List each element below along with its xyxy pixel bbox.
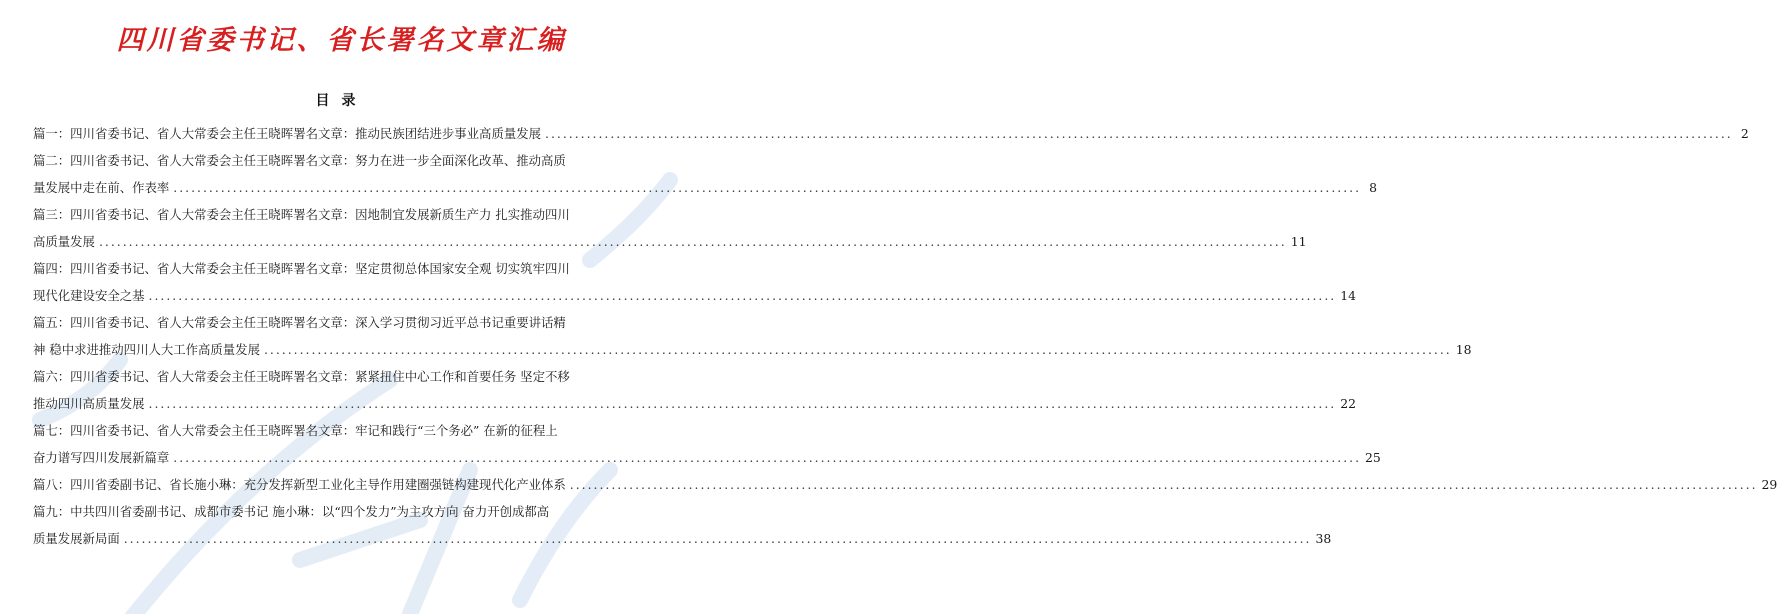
toc-entry[interactable] bbox=[33, 201, 1307, 255]
toc-page-number: 11 bbox=[1290, 234, 1307, 249]
toc-entry-line: 篇七：四川省委书记、省人大常委会主任王晓晖署名文章：牢记和践行“三个务必” 在新的征程上 bbox=[33, 423, 558, 438]
toc-entry-line: 篇六：四川省委书记、省人大常委会主任王晓晖署名文章：紧紧扭住中心工作和首要任务 坚定不移 bbox=[33, 369, 570, 384]
dot-leader: ........................................................................................................................................................................................................ bbox=[123, 531, 1312, 546]
toc-page-number: 8 bbox=[1369, 180, 1378, 195]
toc-entry-line: 篇四：四川省委书记、省人大常委会主任王晓晖署名文章：坚定贯彻总体国家安全观 切实筑牢四川 bbox=[33, 261, 570, 276]
dot-leader: ........................................................................................................................................................................................................ bbox=[263, 342, 1452, 357]
toc-page-number: 14 bbox=[1340, 288, 1357, 303]
toc-page-number: 38 bbox=[1315, 531, 1332, 546]
toc-entry[interactable] bbox=[33, 471, 1778, 498]
dot-leader: ........................................................................................................................................................................................................ bbox=[173, 180, 1362, 195]
toc-entry-last-line bbox=[33, 174, 1378, 201]
toc-entry-title: 篇一：四川省委书记、省人大常委会主任王晓晖署名文章：推动民族团结进步事业高质量发展 bbox=[33, 126, 542, 141]
dot-leader: ........................................................................................................................................................................................................ bbox=[148, 396, 1337, 411]
toc-entry-title: 神 稳中求进推动四川人大工作高质量发展 bbox=[33, 342, 260, 357]
toc-entry-title: 奋力谱写四川发展新篇章 bbox=[33, 450, 170, 465]
toc-entry[interactable] bbox=[33, 363, 1357, 417]
dot-leader: ........................................................................................................................................................................................................ bbox=[98, 234, 1287, 249]
toc-entry-title: 质量发展新局面 bbox=[33, 531, 120, 546]
toc-entry-last-line bbox=[33, 336, 1472, 363]
toc-entry-title: 现代化建设安全之基 bbox=[33, 288, 145, 303]
dot-leader: ........................................................................................................................................................................................................ bbox=[545, 126, 1733, 141]
dot-leader: ........................................................................................................................................................................................................ bbox=[569, 477, 1758, 492]
toc-entry[interactable] bbox=[33, 498, 1332, 552]
toc-entry-title: 推动四川高质量发展 bbox=[33, 396, 145, 411]
toc-entry-title: 高质量发展 bbox=[33, 234, 95, 249]
toc-entry-last-line bbox=[33, 120, 1749, 147]
toc-page-number: 25 bbox=[1365, 450, 1381, 465]
toc-entry-last-line bbox=[33, 228, 1307, 255]
toc-entry-title: 篇八：四川省委副书记、省长施小琳：充分发挥新型工业化主导作用建圈强链构建现代化产业体系 bbox=[33, 477, 566, 492]
dot-leader: ........................................................................................................................................................................................................ bbox=[173, 450, 1362, 465]
toc-entry-last-line bbox=[33, 282, 1357, 309]
toc-entry-line: 篇三：四川省委书记、省人大常委会主任王晓晖署名文章：因地制宜发展新质生产力 扎实推动四川 bbox=[33, 207, 570, 222]
toc-entry[interactable] bbox=[33, 147, 1378, 201]
toc-page-number: 18 bbox=[1455, 342, 1472, 357]
toc-heading: 目录 bbox=[315, 93, 368, 109]
toc-entry-last-line bbox=[33, 471, 1778, 498]
toc-entry-last-line bbox=[33, 525, 1332, 552]
toc-page-number: 22 bbox=[1340, 396, 1357, 411]
toc-entry[interactable] bbox=[33, 255, 1357, 309]
toc-entry[interactable] bbox=[33, 309, 1472, 363]
table-of-contents bbox=[33, 120, 1778, 552]
toc-entry-last-line bbox=[33, 390, 1357, 417]
toc-entry-title: 量发展中走在前、作表率 bbox=[33, 180, 170, 195]
toc-page-number: 2 bbox=[1740, 126, 1749, 141]
toc-entry-line: 篇九：中共四川省委副书记、成都市委书记 施小琳：以“四个发力”为主攻方向 奋力开创成都高 bbox=[33, 504, 550, 519]
dot-leader: ........................................................................................................................................................................................................ bbox=[148, 288, 1337, 303]
toc-page-number: 29 bbox=[1761, 477, 1778, 492]
toc-entry-line: 篇二：四川省委书记、省人大常委会主任王晓晖署名文章：努力在进一步全面深化改革、推动高质 bbox=[33, 153, 566, 168]
toc-entry-last-line bbox=[33, 444, 1381, 471]
toc-entry[interactable] bbox=[33, 120, 1749, 147]
toc-entry[interactable] bbox=[33, 417, 1381, 471]
document-title: 四川省委书记、省长署名文章汇编 bbox=[116, 25, 567, 56]
toc-entry-line: 篇五：四川省委书记、省人大常委会主任王晓晖署名文章：深入学习贯彻习近平总书记重要讲话精 bbox=[33, 315, 566, 330]
